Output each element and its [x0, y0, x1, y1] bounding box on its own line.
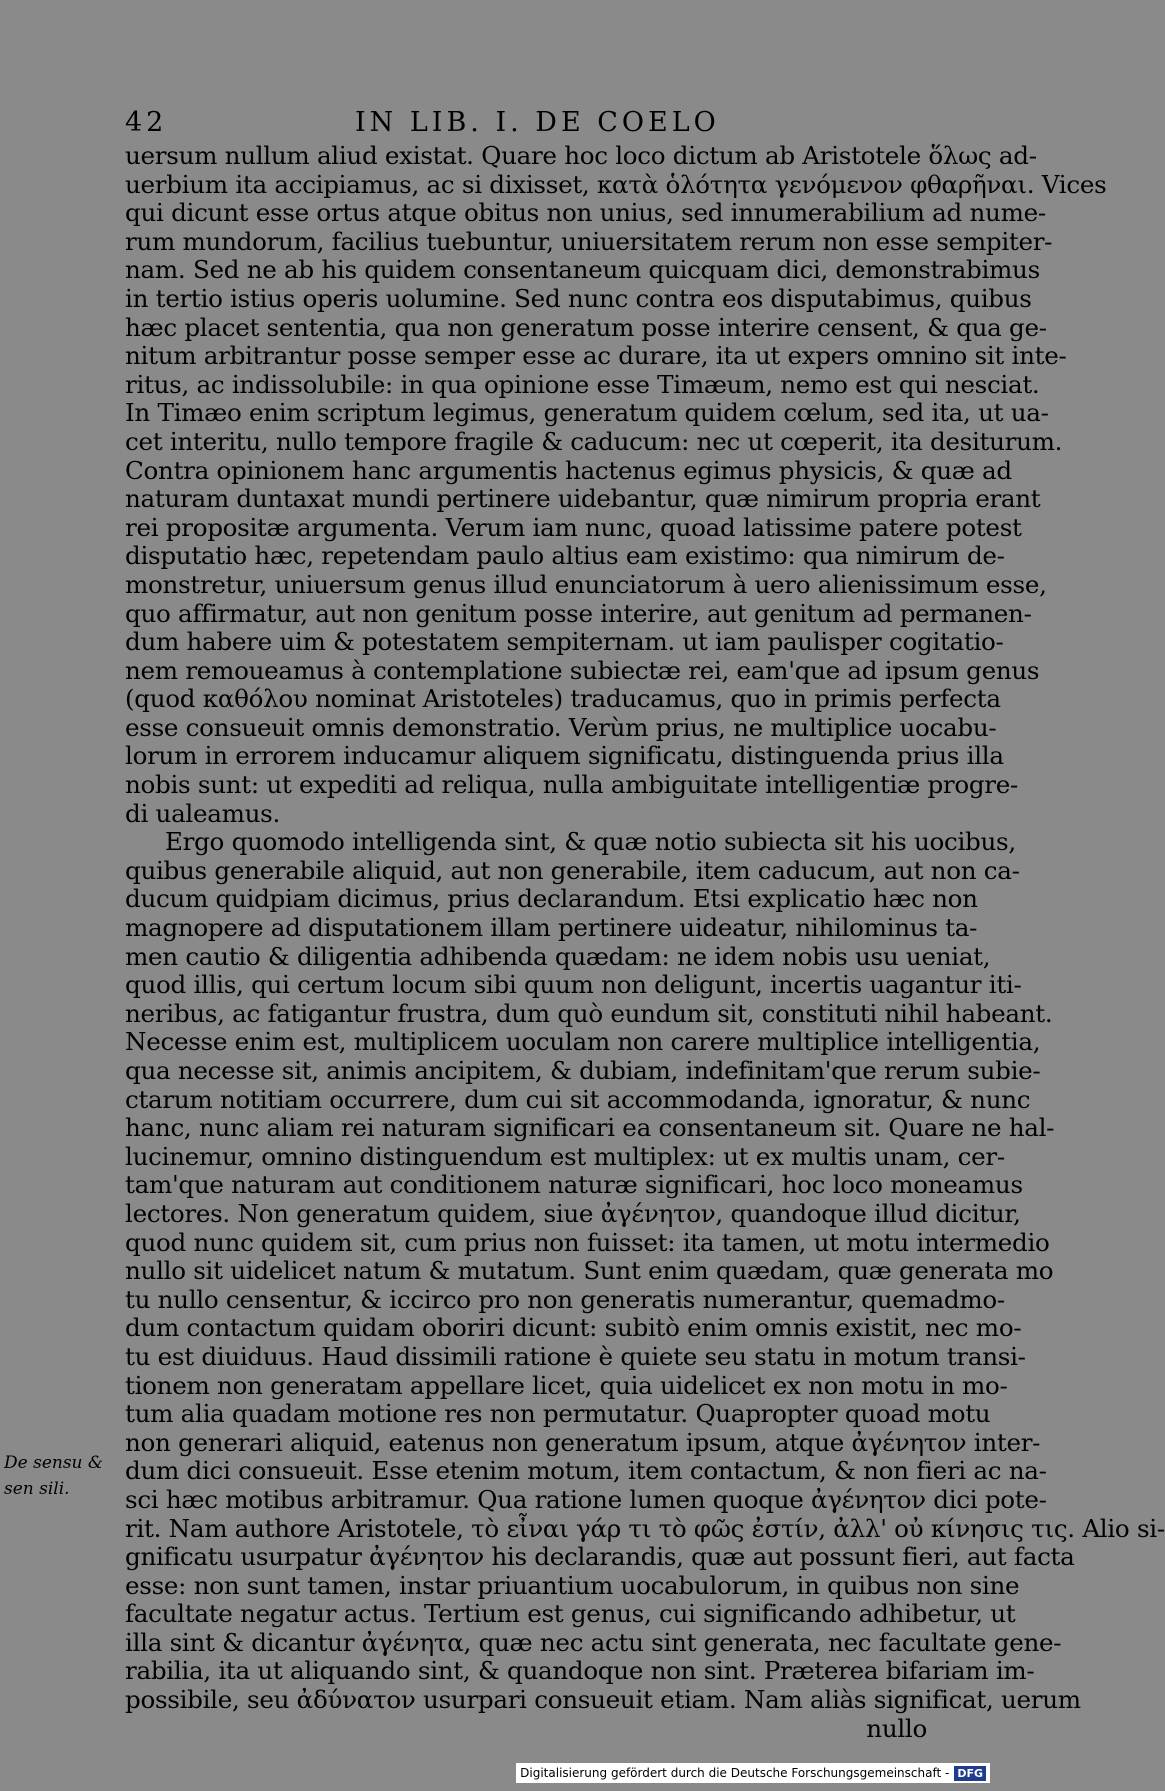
text-line: hæc placet sententia, qua non generatum posse interire censent, & qua ge- — [125, 312, 1047, 342]
text-line: tum alia quadam motione res non permutatur. Quapropter quoad motu — [125, 1399, 991, 1429]
text-line: cet interitu, nullo tempore fragile & caducum: nec ut cœperit, ita desiturum. — [125, 426, 1063, 456]
text-line: nem remoueamus à contemplatione subiectæ rei, eam'que ad ipsum genus — [125, 655, 1040, 685]
page-number: 42 — [125, 107, 168, 138]
text-line: In Timæo enim scriptum legimus, generatum quidem cœlum, sed ita, ut ua- — [125, 398, 1049, 428]
text-line: gnificatu usurpatur ἀγένητον his declarandis, quæ aut possunt fieri, aut facta — [125, 1542, 1075, 1572]
text-line: nobis sunt: ut expediti ad reliqua, nulla ambiguitate intelligentiæ progre- — [125, 770, 1019, 800]
text-line: naturam duntaxat mundi pertinere uidebantur, quæ nimirum propria erant — [125, 484, 1041, 514]
text-line: lectores. Non generatum quidem, siue ἀγένητον, quandoque illud dicitur, — [125, 1198, 1021, 1228]
text-line: lucinemur, omnino distinguendum est multiplex: ut ex multis unam, cer- — [125, 1141, 1005, 1171]
text-line: possibile, seu ἀδύνατον usurpari consueuit etiam. Nam aliàs significat, uerum — [125, 1685, 1081, 1715]
text-line: ctarum notitiam occurrere, dum cui sit accommodanda, ignoratur, & nunc — [125, 1084, 1031, 1114]
text-line: facultate negatur actus. Tertium est genus, cui significando adhibetur, ut — [125, 1599, 1016, 1629]
text-line: ducum quidpiam dicimus, prius declarandum. Etsi explicatio hæc non — [125, 884, 978, 914]
margin-note: De sensu & sen sili. — [4, 1453, 104, 1499]
text-line: quod nunc quidem sit, cum prius non fuisset: ita tamen, ut motu intermedio — [125, 1227, 1050, 1257]
text-line: non generari aliquid, eatenus non generatum ipsum, atque ἀγένητον inter- — [125, 1427, 1041, 1457]
text-line: dum contactum quidam oboriri dicunt: subitò enim omnis existit, nec mo- — [125, 1313, 1022, 1343]
text-line: nitum arbitrantur posse semper esse ac durare, ita ut expers omnino sit inte- — [125, 341, 1067, 371]
text-line: ritus, ac indissolubile: in qua opinione esse Timæum, nemo est qui nesciat. — [125, 369, 1040, 399]
dfg-logo: DFG — [954, 1766, 986, 1781]
text-line: sci hæc motibus arbitramur. Qua ratione lumen quoque ἀγένητον dici pote- — [125, 1484, 1047, 1514]
text-line: rit. Nam authore Aristotele, τὸ εἶναι γάρ τι τὸ φῶς ἐστίν, ἀλλ' οὐ κίνησις τις. Alio si- — [125, 1513, 1165, 1543]
text-line: uersum nullum aliud existat. Quare hoc loco dictum ab Aristotele ὅλως ad- — [125, 141, 1037, 170]
text-line: qua necesse sit, animis ancipitem, & dubiam, indefinitam'que rerum subie- — [125, 1056, 1041, 1085]
text-line: rabilia, ita ut aliquando sint, & quandoque non sint. Præterea bifariam im- — [125, 1656, 1035, 1686]
text-line: tam'que naturam aut conditionem naturæ significari, hoc loco moneamus — [125, 1170, 1023, 1200]
text-line: quibus generabile aliquid, aut non generabile, item caducum, aut non ca- — [125, 855, 1020, 885]
text-line: rum mundorum, facilius tuebuntur, uniuersitatem rerum non esse sempiter- — [125, 226, 1053, 256]
text-line: men cautio & diligentia adhibenda quædam: ne idem nobis usu ueniat, — [125, 941, 991, 971]
text-line: qui dicunt esse ortus atque obitus non unius, sed innumerabilium ad nume- — [125, 198, 1046, 228]
text-line: Necesse enim est, multiplicem uoculam non carere multiplice intelligentia, — [125, 1027, 1041, 1057]
text-line: tu est diuiduus. Haud dissimili ratione è quiete seu statu in motum transi- — [125, 1341, 1026, 1371]
text-line: (quod καθόλου nominat Aristoteles) traducamus, quo in primis perfecta — [125, 684, 1001, 714]
text-line: tionem non generatam appellare licet, quia uidelicet ex non motu in mo- — [125, 1370, 1008, 1400]
text-line: magnopere ad disputationem illam pertinere uideatur, nihilominus ta- — [125, 913, 978, 943]
text-line: dum dici consueuit. Esse etenim motum, item contactum, & non fieri ac na- — [125, 1456, 1047, 1486]
text-line: hanc, nunc aliam rei naturam significari ea consentaneum sit. Quare ne hal- — [125, 1113, 1055, 1143]
digitization-credit — [516, 1763, 990, 1783]
body-text — [125, 141, 1165, 1743]
text-line: uerbium ita accipiamus, ac si dixisset, κατὰ ὁλότητα γενόμενον φθαρῆναι. Vices — [125, 169, 1107, 199]
text-line: lorum in errorem inducamur aliquem significatu, distinguenda prius illa — [125, 741, 1004, 771]
text-line: tu nullo censentur, & iccirco pro non generatis numerantur, quemadmo- — [125, 1284, 1005, 1314]
text-line: Ergo quomodo intelligenda sint, & quæ notio subiecta sit his uocibus, — [165, 827, 1016, 857]
text-line: di ualeamus. — [125, 798, 281, 828]
text-line: dum habere uim & potestatem sempiternam. ut iam paulisper cogitatio- — [125, 627, 1004, 657]
credit-text: Digitalisierung gefördert durch die Deutsche Forschungsgemeinschaft - — [520, 1766, 950, 1780]
text-line: nam. Sed ne ab his quidem consentaneum quicquam dici, demonstrabimus — [125, 255, 1040, 285]
text-line: nullo — [866, 1713, 927, 1743]
text-line: quod illis, qui certum locum sibi quum non deligunt, incertis uagantur iti- — [125, 970, 1022, 1000]
text-line: quo affirmatur, aut non genitum posse interire, aut genitum ad permanen- — [125, 598, 1032, 628]
text-line: illa sint & dicantur ἀγένητα, quæ nec actu sint generata, nec facultate gene- — [125, 1627, 1062, 1657]
text-line: Contra opinionem hanc argumentis hactenus egimus physicis, & quæ ad — [125, 455, 1012, 485]
running-header — [125, 104, 925, 142]
text-line: in tertio istius operis uolumine. Sed nunc contra eos disputabimus, quibus — [125, 283, 1032, 313]
text-line: monstretur, uniuersum genus illud enunciatorum à uero alienissimum esse, — [125, 569, 1047, 599]
text-line: neribus, ac fatigantur frustra, dum quò eundum sit, constituti nihil habeant. — [125, 998, 1053, 1028]
text-line: disputatio hæc, repetendam paulo altius eam existimo: qua nimirum de- — [125, 541, 1005, 571]
running-title: IN LIB. I. DE COELO — [355, 107, 720, 138]
text-line: esse: non sunt tamen, instar priuantium uocabulorum, in quibus non sine — [125, 1570, 1020, 1600]
text-line: rei propositæ argumenta. Verum iam nunc, quoad latissime patere potest — [125, 512, 1022, 542]
text-line: esse consueuit omnis demonstratio. Verùm prius, ne multiplice uocabu- — [125, 712, 997, 742]
text-line: nullo sit uidelicet natum & mutatum. Sunt enim quædam, quæ generata mo — [125, 1256, 1054, 1286]
